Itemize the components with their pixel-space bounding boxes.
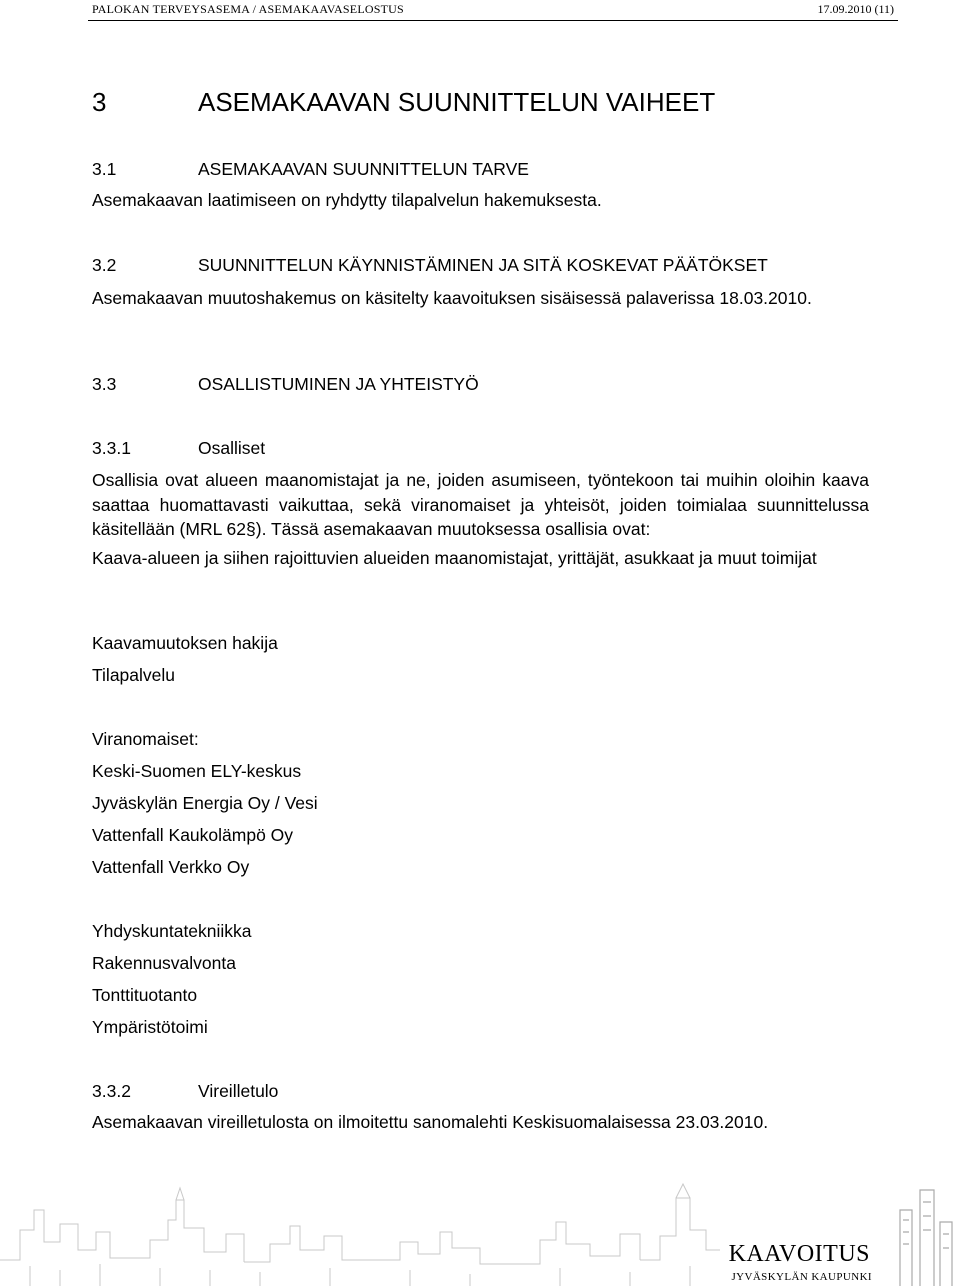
section-3-3-1-stakeholders-text: Kaava-alueen ja siihen rajoittuvien alueiden maanomistajat, yrittäjät, asukkaat ja muut toimijat (92, 548, 817, 568)
city-unit-item: Rakennusvalvonta (92, 953, 236, 973)
section-number: 3.3 (92, 374, 117, 394)
city-unit-item: Yhdyskuntatekniikka (92, 921, 252, 941)
section-number: 3.3.1 (92, 438, 131, 458)
authorities-label: Viranomaiset: (92, 729, 199, 749)
header-divider (88, 20, 898, 21)
section-number: 3.3.2 (92, 1081, 131, 1101)
city-unit-item: Tonttituotanto (92, 985, 198, 1005)
authority-item: Vattenfall Kaukolämpö Oy (92, 825, 294, 845)
section-number: 3.1 (92, 159, 117, 179)
section-title: OSALLISTUMINEN JA YHTEISTYÖ (198, 374, 479, 394)
header-document-title: PALOKAN TERVEYSASEMA / ASEMAKAAVASELOSTUS (92, 2, 404, 16)
section-title: Osalliset (198, 438, 266, 458)
section-3-3-1-text: Osallisia ovat alueen maanomistajat ja ne, joiden asumiseen, työntekoon tai muihin oloihin kaava saattaa huomattavasti vaikuttaa, sekä viranomaiset ja yhteisöt, joiden toimialaa suunnittelussa käsitellään (MRL 62§). Tässä asemakaavan muutoksessa osallisia ovat: (92, 470, 869, 539)
authority-item: Vattenfall Verkko Oy (92, 857, 250, 877)
city-unit-item: Ympäristötoimi (92, 1017, 208, 1037)
section-3-1-text: Asemakaavan laatimiseen on ryhdytty tilapalvelun hakemuksesta. (92, 190, 602, 210)
section-3-3-2-text: Asemakaavan vireilletulosta on ilmoitettu sanomalehti Keskisuomalaisessa 23.03.2010. (92, 1112, 769, 1132)
section-title: ASEMAKAAVAN SUUNNITTELUN TARVE (198, 159, 529, 179)
section-title: Vireilletulo (198, 1081, 279, 1101)
city-name-logo: JYVÄSKYLÄN KAUPUNKI (731, 1271, 872, 1283)
city-skyline-decoration (0, 1170, 960, 1286)
authority-item: Jyväskylän Energia Oy / Vesi (92, 793, 318, 813)
authority-item: Keski-Suomen ELY-keskus (92, 761, 302, 781)
header-date-page: 17.09.2010 (11) (817, 2, 894, 16)
kaavoitus-logo: KAAVOITUS (728, 1241, 870, 1267)
section-title: SUUNNITTELUN KÄYNNISTÄMINEN JA SITÄ KOSKEVAT PÄÄTÖKSET (198, 255, 768, 275)
section-title: ASEMAKAAVAN SUUNNITTELUN VAIHEET (198, 87, 716, 117)
section-number: 3.2 (92, 255, 117, 275)
applicant-label: Kaavamuutoksen hakija (92, 633, 278, 653)
section-number: 3 (92, 87, 107, 117)
applicant: Tilapalvelu (92, 665, 176, 685)
section-3-2-text: Asemakaavan muutoshakemus on käsitelty kaavoituksen sisäisessä palaverissa 18.03.2010. (92, 288, 812, 308)
